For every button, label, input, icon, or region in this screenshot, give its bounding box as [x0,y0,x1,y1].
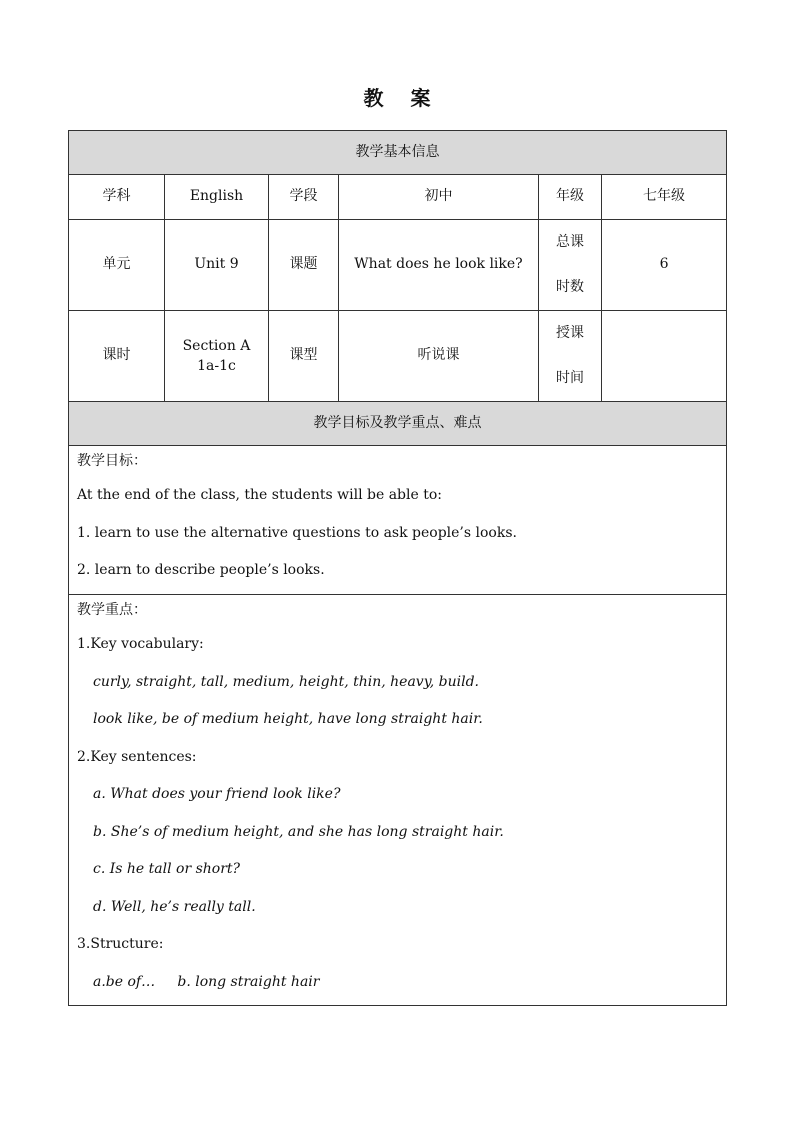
lesson-plan-table [68,130,727,1006]
vocab-title: 1.Key vocabulary: [77,636,204,652]
stage-label: 学段 [269,175,339,220]
topic-label: 课题 [269,220,339,311]
page-title: 教 案 [363,86,441,110]
lesson-type-label: 课型 [269,311,339,402]
period-value-line2: 1a-1c [197,358,236,374]
subject-value: English [165,175,269,220]
goal-line: 1. learn to use the alternative questions to ask people’s looks. [77,524,517,541]
period-value [165,311,269,402]
sentence-line: b. She’s of medium height, and she has long straight hair. [93,823,504,840]
teaching-time-label-line1: 授课 [556,325,584,341]
topic-value: What does he look like? [339,220,539,311]
grade-label: 年级 [539,175,602,220]
grade-value: 七年级 [602,175,727,220]
goal-line: At the end of the class, the students will be able to: [77,487,442,503]
basic-info-header: 教学基本信息 [69,131,727,175]
unit-value: Unit 9 [165,220,269,311]
total-hours-label-line1: 总课 [556,234,584,250]
key-points-title: 教学重点： [77,602,147,618]
period-label: 课时 [69,311,165,402]
sentence-line: d. Well, he’s really tall. [93,898,256,915]
goals-title: 教学目标： [77,453,147,469]
total-hours-label-line2: 时数 [556,279,584,295]
lesson-type-value: 听说课 [339,311,539,402]
structure-line: a.be of… b. long straight hair [93,973,320,990]
teaching-time-label-line2: 时间 [556,370,584,386]
unit-label: 单元 [69,220,165,311]
sentence-line: a. What does your friend look like? [93,786,341,802]
teaching-goals-section [69,446,727,595]
teaching-time-value [602,311,727,402]
sentence-line: c. Is he tall or short? [93,861,241,877]
key-points-section [69,595,727,1006]
vocab-line: look like, be of medium height, have long straight hair. [93,711,483,727]
teaching-time-label [539,311,602,402]
goal-line: 2. learn to describe people’s looks. [77,562,325,578]
structure-title: 3.Structure: [77,936,164,952]
period-value-line1: Section A [182,338,251,354]
vocab-line: curly, straight, tall, medium, height, thin, heavy, build. [93,673,480,690]
total-hours-label [539,220,602,311]
total-hours-value: 6 [602,220,727,311]
objectives-header: 教学目标及教学重点、难点 [69,402,727,446]
subject-label: 学科 [69,175,165,220]
sentences-title: 2.Key sentences: [77,748,197,765]
stage-value: 初中 [339,175,539,220]
